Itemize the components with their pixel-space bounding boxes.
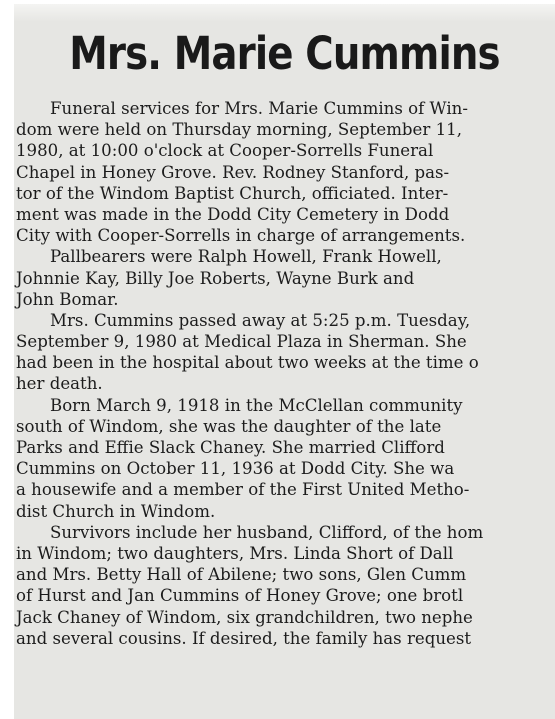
text-line: a housewife and a member of the First United Metho-: [16, 480, 470, 500]
paragraph-biography: [16, 395, 555, 522]
text-line: had been in the hospital about two weeks at the time o: [16, 353, 479, 373]
paragraph-funeral-services: [16, 98, 555, 246]
text-line: dist Church in Windom.: [16, 501, 216, 521]
text-line: tor of the Windom Baptist Church, officiated. Inter-: [16, 183, 449, 203]
paragraph-passing: [16, 310, 555, 395]
text-line: Cummins on October 11, 1936 at Dodd City. She wa: [16, 459, 455, 479]
text-line: 1980, at 10:00 o'clock at Cooper-Sorrells Funeral: [16, 141, 434, 161]
text-line: Johnnie Kay, Billy Joe Roberts, Wayne Burk and: [16, 268, 415, 288]
obituary-headline: Mrs. Marie Cummins: [69, 27, 500, 80]
text-line: Survivors include her husband, Clifford, of the hom: [50, 522, 484, 542]
clipping-top-edge: [14, 4, 555, 22]
paragraph-pallbearers: [16, 246, 555, 310]
text-line: dom were held on Thursday morning, September 11,: [16, 120, 462, 140]
obituary-body: [16, 98, 555, 649]
text-line: south of Windom, she was the daughter of the late: [16, 416, 442, 436]
text-line: Funeral services for Mrs. Marie Cummins of Win-: [50, 99, 468, 118]
text-line: of Hurst and Jan Cummins of Honey Grove; one brotl: [16, 586, 464, 606]
paragraph-survivors: [16, 522, 555, 649]
text-line: Jack Chaney of Windom, six grandchildren, two nephe: [16, 607, 473, 627]
text-line: Born March 9, 1918 in the McClellan community: [50, 395, 463, 415]
text-line: September 9, 1980 at Medical Plaza in Sherman. She: [16, 332, 467, 352]
text-line: and several cousins. If desired, the family has request: [16, 628, 472, 648]
text-line: John Bomar.: [16, 289, 119, 309]
text-line: ment was made in the Dodd City Cemetery in Dodd: [16, 204, 450, 224]
text-line: in Windom; two daughters, Mrs. Linda Short of Dall: [16, 543, 454, 563]
text-line: Parks and Effie Slack Chaney. She married Clifford: [16, 438, 445, 457]
text-line: City with Cooper-Sorrells in charge of arrangements.: [16, 226, 466, 246]
text-line: Pallbearers were Ralph Howell, Frank Howell,: [50, 247, 442, 267]
text-line: Mrs. Cummins passed away at 5:25 p.m. Tuesday,: [50, 310, 471, 330]
text-line: and Mrs. Betty Hall of Abilene; two sons, Glen Cumm: [16, 565, 467, 585]
text-line: Chapel in Honey Grove. Rev. Rodney Stanford, pas-: [16, 162, 450, 182]
text-line: her death.: [16, 374, 103, 394]
